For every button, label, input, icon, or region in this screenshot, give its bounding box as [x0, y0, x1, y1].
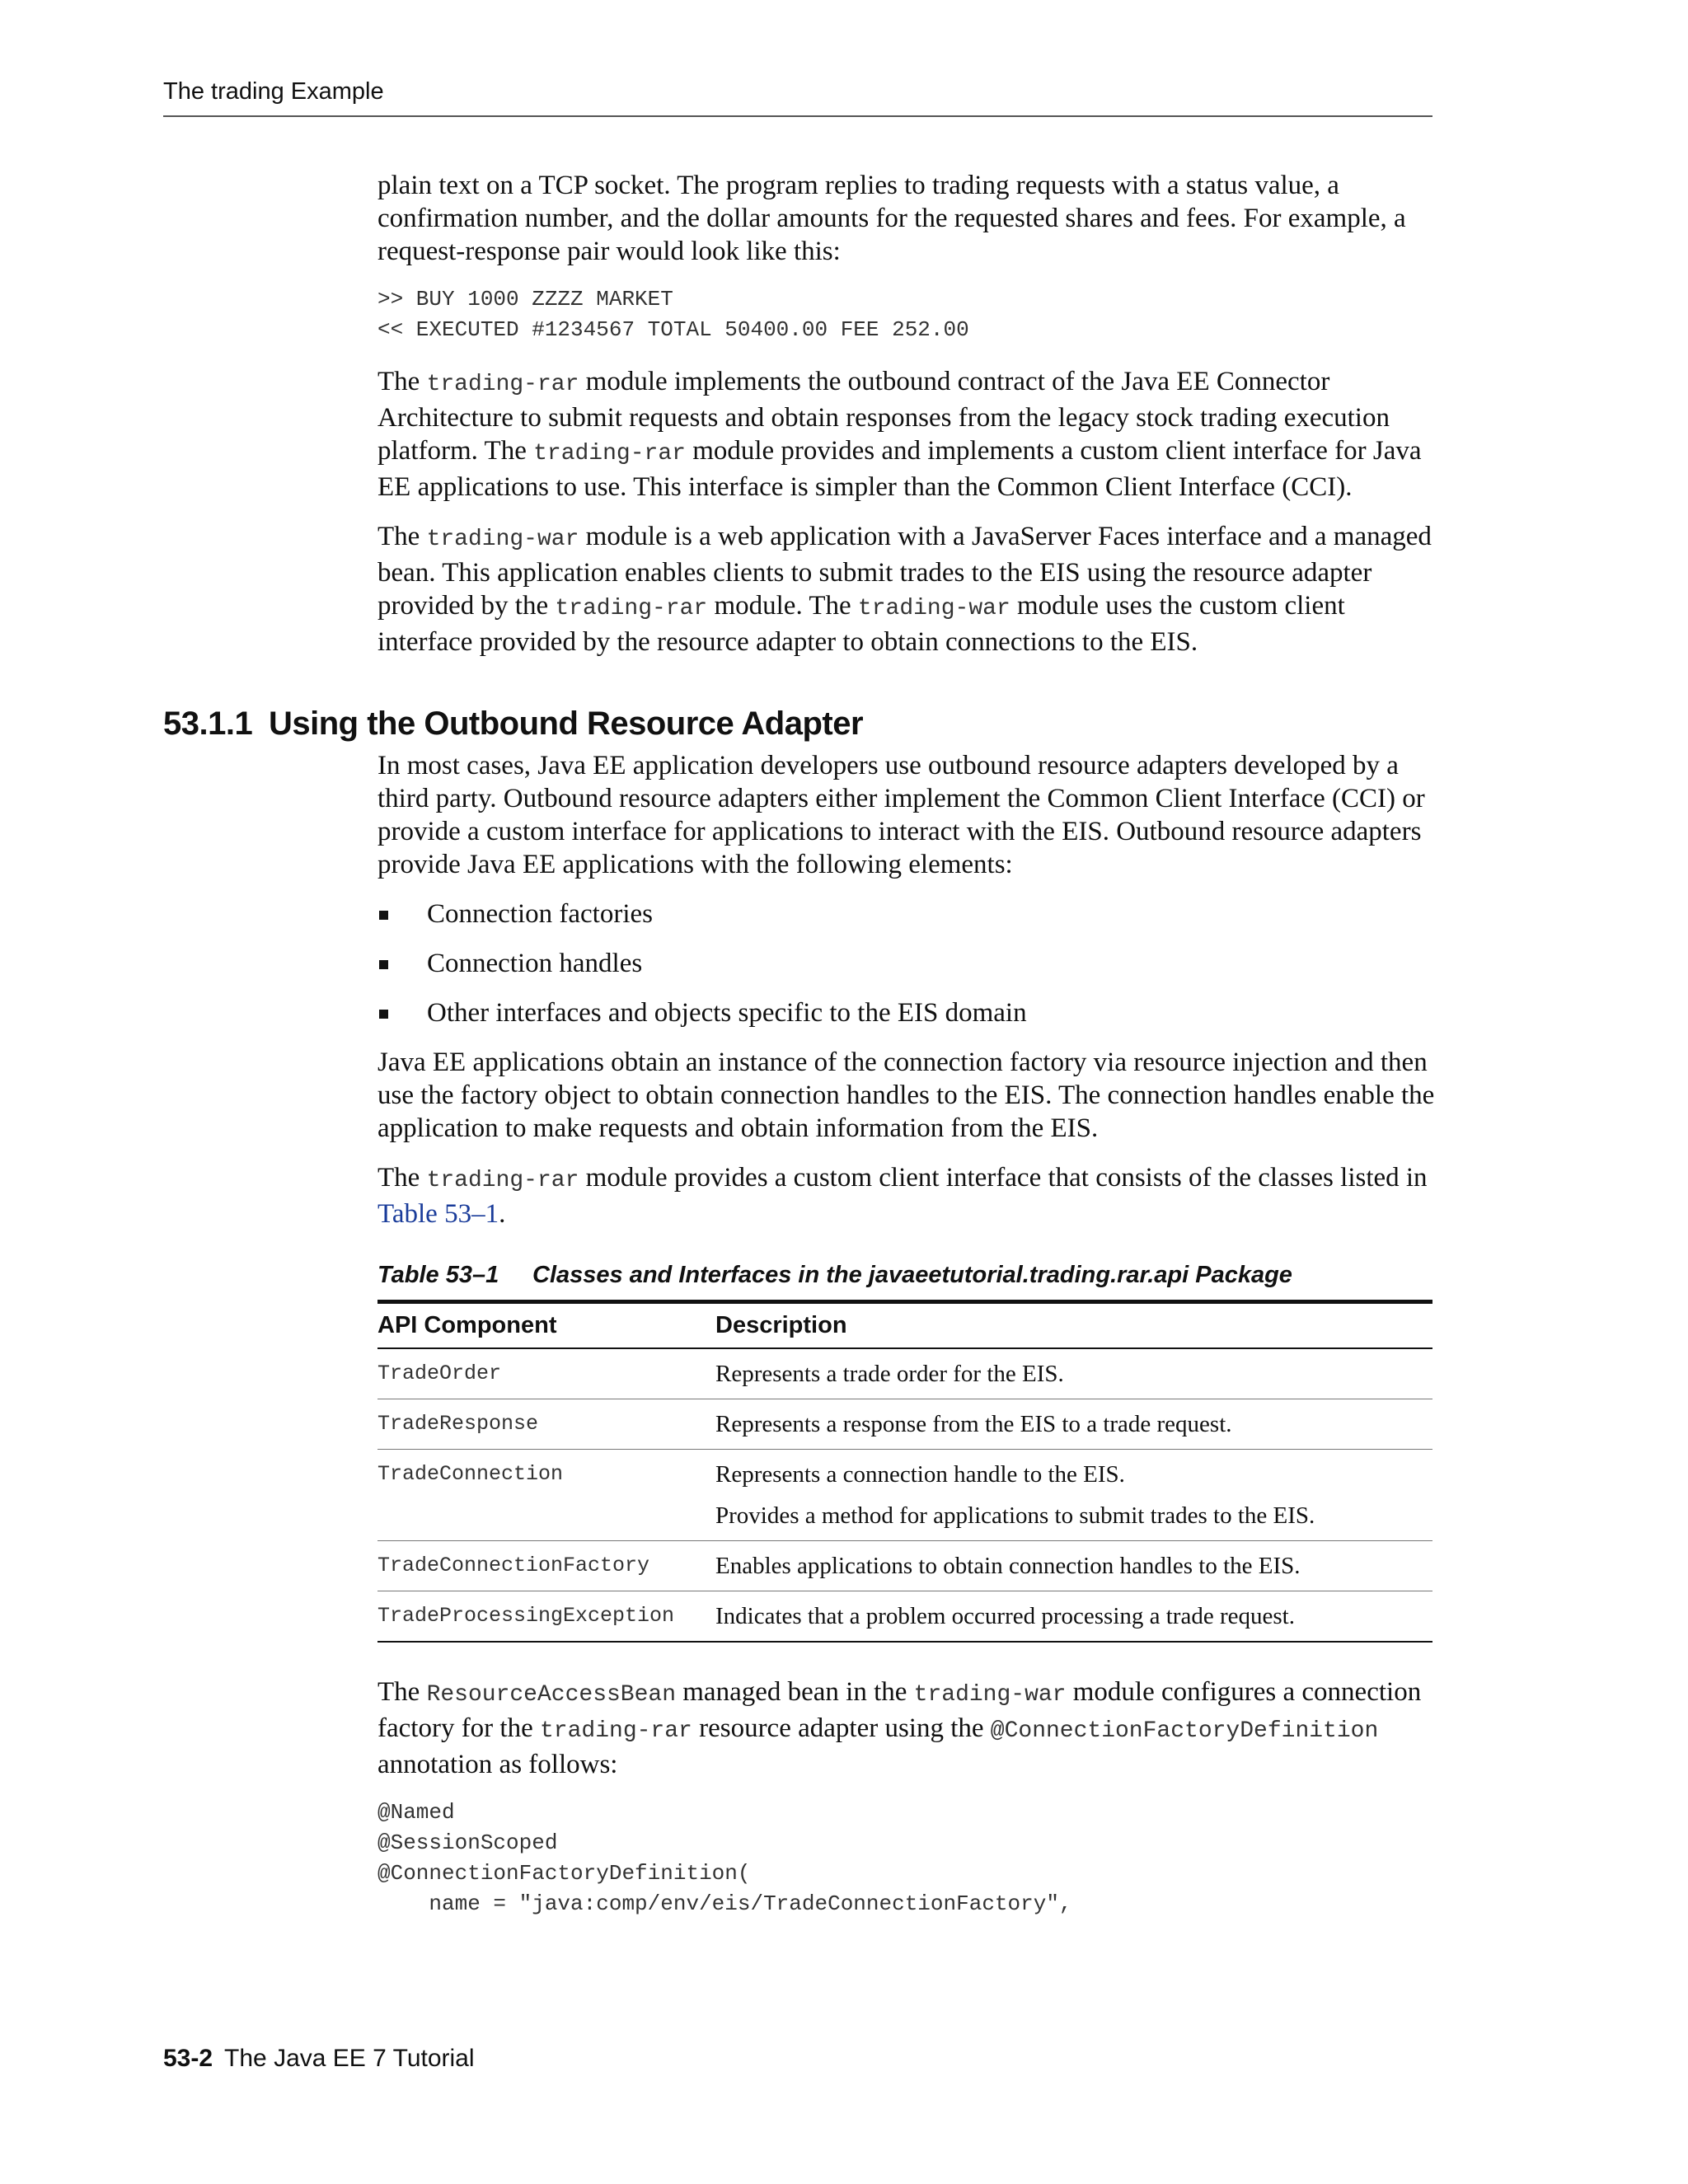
running-header — [163, 76, 1432, 117]
description-cell — [715, 1399, 1432, 1450]
text-run: . — [499, 1199, 506, 1229]
description-text: Indicates that a problem occurred processing a trade request. — [715, 1603, 1295, 1629]
inline-code: trading-rar — [426, 1168, 579, 1193]
description-text: Enables applications to obtain connection handles to the EIS. — [715, 1553, 1301, 1579]
table-row — [377, 1399, 1432, 1450]
table-row — [377, 1348, 1432, 1399]
text-run: managed bean in the — [676, 1677, 914, 1707]
table-row — [377, 1591, 1432, 1643]
intro-paragraph-2 — [377, 365, 1441, 504]
list-item — [377, 898, 1441, 930]
page-number: 53-2 — [163, 2045, 213, 2072]
intro-paragraph-1: plain text on a TCP socket. The program replies to trading requests with a status value, a confirmation number, and the dollar amounts for the requested shares and fees. For example, a request-response pair would look like this: — [377, 171, 1406, 266]
text-run: module configures a connection factory for the — [377, 1677, 1422, 1743]
bullet-icon — [379, 960, 388, 969]
running-header-title: The trading Example — [163, 78, 384, 105]
bullet-icon — [379, 1010, 388, 1019]
text-run: module is a web application with a JavaServer Faces interface and a managed bean. This application enables clients to submit trades to the EIS using the resource adapter provided by the — [377, 522, 1432, 621]
text-run: The — [377, 522, 427, 551]
table-header-row — [377, 1302, 1432, 1349]
intro-paragraph-3 — [377, 520, 1441, 658]
text-run: The — [377, 367, 427, 396]
description-cell — [715, 1450, 1432, 1541]
table-caption — [377, 1260, 1441, 1290]
text-run: annotation as follows: — [377, 1750, 618, 1779]
text-run: resource adapter using the — [692, 1713, 991, 1743]
inline-code: trading-war — [913, 1682, 1067, 1708]
inline-code: @ConnectionFactoryDefinition — [990, 1718, 1379, 1744]
inline-code: trading-rar — [540, 1718, 692, 1744]
inline-code: trading-rar — [533, 441, 686, 466]
inline-code: trading-war — [857, 596, 1010, 621]
list-item-text: Connection factories — [427, 899, 653, 929]
column-header-api-component: API Component — [377, 1302, 715, 1349]
inline-code: trading-war — [426, 527, 579, 552]
component-cell: TradeOrder — [377, 1348, 715, 1399]
request-response-code: >> BUY 1000 ZZZZ MARKET << EXECUTED #1234567 TOTAL 50400.00 FEE 252.00 — [377, 287, 969, 342]
description-cell — [715, 1348, 1432, 1399]
table-row — [377, 1450, 1432, 1541]
component-cell: TradeResponse — [377, 1399, 715, 1450]
component-cell: TradeProcessingException — [377, 1604, 675, 1628]
list-item — [377, 996, 1441, 1029]
running-footer — [163, 2042, 475, 2075]
inline-code: ResourceAccessBean — [426, 1682, 677, 1708]
api-components-table — [377, 1300, 1432, 1643]
text-run: module provides a custom client interface that consists of the classes listed in — [579, 1163, 1428, 1193]
book-title: The Java EE 7 Tutorial — [224, 2045, 475, 2072]
section-heading — [163, 703, 1441, 744]
inline-code: trading-rar — [426, 372, 579, 397]
text-run: The — [377, 1677, 427, 1707]
text-run: The — [377, 1163, 427, 1193]
text-run: module uses the custom client interface provided by the resource adapter to obtain connections to the EIS. — [377, 591, 1345, 657]
section-title: Using the Outbound Resource Adapter — [269, 705, 864, 742]
description-text: Represents a response from the EIS to a trade request. — [715, 1411, 1232, 1437]
table-row — [377, 1541, 1432, 1591]
after-table-paragraph — [377, 1675, 1441, 1781]
section-paragraph-2: Java EE applications obtain an instance of the connection factory via resource injection and then use the factory object to obtain connection handles to the EIS. The connection handles enable the application to make requests and obtain information from the EIS. — [377, 1047, 1435, 1143]
annotation-code: @Named @SessionScoped @ConnectionFactoryDefinition( name = "java:comp/env/eis/TradeConnectionFactory", — [377, 1800, 1072, 1916]
description-text: Represents a connection handle to the EIS. — [715, 1461, 1125, 1488]
list-item-text: Other interfaces and objects specific to the EIS domain — [427, 998, 1027, 1028]
component-cell: TradeConnection — [377, 1450, 715, 1541]
section-number: 53.1.1 — [163, 705, 253, 742]
table-caption-text: Classes and Interfaces in the javaeetutorial.trading.rar.api Package — [532, 1262, 1292, 1288]
elements-list — [377, 898, 1441, 1029]
description-cell — [715, 1591, 1432, 1643]
text-run: module provides and implements a custom client interface for Java EE applications to use. This interface is simpler than the Common Client Interface (CCI). — [377, 436, 1422, 502]
component-cell: TradeConnectionFactory — [377, 1541, 715, 1591]
list-item-text: Connection handles — [427, 949, 643, 978]
column-header-description: Description — [715, 1302, 1432, 1349]
description-text: Represents a trade order for the EIS. — [715, 1361, 1064, 1387]
section-paragraph-1: In most cases, Java EE application developers use outbound resource adapters developed by a third party. Outbound resource adapters either implement the Common Client Interface (CCI) or provide a custom interface for applications to interact with the EIS. Outbound resource adapters provide Java EE applications with the following elements: — [377, 751, 1425, 879]
description-text: Provides a method for applications to submit trades to the EIS. — [715, 1502, 1315, 1529]
text-run: module. The — [707, 591, 858, 621]
section-paragraph-3 — [377, 1161, 1441, 1230]
description-cell — [715, 1541, 1432, 1591]
bullet-icon — [379, 911, 388, 920]
inline-code: trading-rar — [555, 596, 708, 621]
list-item — [377, 947, 1441, 980]
page-content — [163, 169, 1441, 1939]
table-reference-link[interactable]: Table 53–1 — [377, 1199, 499, 1229]
table-label: Table 53–1 — [377, 1262, 499, 1288]
text-run: module implements the outbound contract of the Java EE Connector Architecture to submit requests and obtain responses from the legacy stock trading execution platform. The — [377, 367, 1390, 466]
